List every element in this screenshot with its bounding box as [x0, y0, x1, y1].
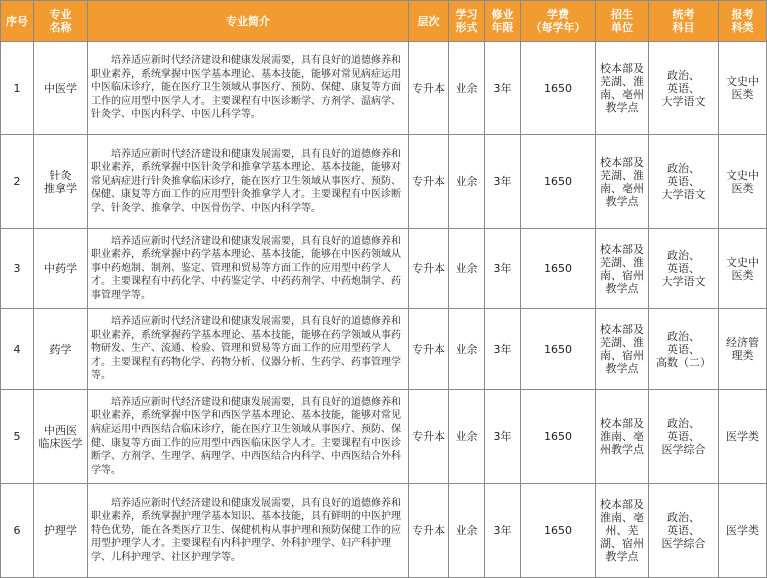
unit-cell: 校本部及芜湖、淮南、宿州教学点 [596, 229, 649, 309]
header-exam: 统考 科目 [649, 1, 719, 42]
seq-cell: 4 [1, 309, 34, 390]
unit-cell: 校本部及芜湖、淮南、亳州教学点 [596, 135, 649, 229]
years-cell: 3年 [485, 42, 521, 135]
table-row [1, 135, 767, 229]
fee-cell: 1650 [521, 390, 596, 484]
header-fee: 学费 （每学年） [521, 1, 596, 42]
major-cell: 中西医 临床医学 [34, 390, 88, 484]
unit-cell: 校本部及淮南、亳州教学点 [596, 390, 649, 484]
exam-cell: 政治、 英语、 大学语文 [649, 135, 719, 229]
fee-cell: 1650 [521, 135, 596, 229]
intro-cell: 培养适应新时代经济建设和健康发展需要，具有良好的道德修养和职业素养，系统掌握中药学基本理论、基本技能，能够在中医药领域从事中药炮制、制剂、鉴定、管理和贸易等方面工作的应用型中药学人才。主要课程有中药化学、中药鉴定学、中药药剂学、中药炮制学、药事管理学等。 [88, 229, 409, 309]
seq-cell: 5 [1, 390, 34, 484]
intro-cell: 培养适应新时代经济建设和健康发展需要，具有良好的道德修养和职业素养，系统掌握中医针灸学和推拿学基本理论、基本技能，能够对常见病症进行针灸推拿临床诊疗，能在医疗卫生领域从事医疗、预防、保健、康复等方面工作的应用型针灸推拿学人才。主要课程有中医诊断学、针灸学、推拿学、中医骨伤学、中医内科学等。 [88, 135, 409, 229]
form-cell: 业余 [449, 484, 485, 578]
header-form: 学习 形式 [449, 1, 485, 42]
exam-cell: 政治、 英语、 医学综合 [649, 390, 719, 484]
years-cell: 3年 [485, 484, 521, 578]
exam-cell: 政治、 英语、 大学语文 [649, 42, 719, 135]
table-row [1, 390, 767, 484]
table-row [1, 484, 767, 578]
category-cell: 文史中医类 [719, 135, 767, 229]
intro-cell: 培养适应新时代经济建设和健康发展需要，具有良好的道德修养和职业素养，系统掌握中医学和西医学基本理论、基本技能，能够对常见病症运用中西医结合临床诊疗，能在医疗卫生领域从事医疗、预防、保健、康复等方面工作的应用型中西医临床医学人才。主要课程有中医诊断学、方剂学、生理学、病理学、中西医结合内科学、中西医结合外科学等。 [88, 390, 409, 484]
exam-cell: 政治、 英语、 医学综合 [649, 484, 719, 578]
header-unit: 招生 单位 [596, 1, 649, 42]
unit-cell: 校本部及芜湖、淮南、亳州教学点 [596, 42, 649, 135]
level-cell: 专升本 [409, 135, 449, 229]
intro-cell: 培养适应新时代经济建设和健康发展需要，具有良好的道德修养和职业素养，系统掌握药学基本理论、基本技能，能够在药学领域从事药物研发、生产、流通、检验、管理和贸易等方面工作的应用型药学人才。主要课程有药物化学、药物分析、仪器分析、生药学、药事管理学等。 [88, 309, 409, 390]
intro-cell: 培养适应新时代经济建设和健康发展需要，具有良好的道德修养和职业素养，系统掌握护理学基本知识、基本技能，具有鲜明的中医护理特色优势，能在各类医疗卫生、保健机构从事护理和预防保健工作的应用型护理学人才。主要课程有内科护理学、外科护理学、妇产科护理学、儿科护理学、社区护理学等。 [88, 484, 409, 578]
unit-cell: 校本部及淮南、亳州、芜湖、宿州教学点 [596, 484, 649, 578]
category-cell: 文史中医类 [719, 42, 767, 135]
form-cell: 业余 [449, 390, 485, 484]
exam-cell: 政治、 英语、 高数（二） [649, 309, 719, 390]
major-cell: 中医学 [34, 42, 88, 135]
fee-cell: 1650 [521, 42, 596, 135]
level-cell: 专升本 [409, 309, 449, 390]
header-category: 报考 科类 [719, 1, 767, 42]
header-intro: 专业简介 [88, 1, 409, 42]
header-major: 专业 名称 [34, 1, 88, 42]
category-cell: 经济管理类 [719, 309, 767, 390]
major-cell: 药学 [34, 309, 88, 390]
header-seq: 序号 [1, 1, 34, 42]
level-cell: 专升本 [409, 42, 449, 135]
category-cell: 文史中医类 [719, 229, 767, 309]
form-cell: 业余 [449, 42, 485, 135]
header-row [1, 1, 767, 42]
fee-cell: 1650 [521, 229, 596, 309]
level-cell: 专升本 [409, 390, 449, 484]
table-row [1, 229, 767, 309]
major-cell: 护理学 [34, 484, 88, 578]
intro-cell: 培养适应新时代经济建设和健康发展需要，具有良好的道德修养和职业素养，系统掌握中医学基本理论、基本技能，能够对常见病症运用中医临床诊疗，能在医疗卫生领域从事医疗、预防、保健、康复等方面工作的应用型中医学人才。主要课程有中医诊断学、方剂学、温病学、针灸学、中医内科学、中医儿科学等。 [88, 42, 409, 135]
major-cell: 中药学 [34, 229, 88, 309]
seq-cell: 2 [1, 135, 34, 229]
level-cell: 专升本 [409, 229, 449, 309]
header-level: 层次 [409, 1, 449, 42]
major-cell: 针灸 推拿学 [34, 135, 88, 229]
unit-cell: 校本部及芜湖、淮南、宿州教学点 [596, 309, 649, 390]
years-cell: 3年 [485, 135, 521, 229]
fee-cell: 1650 [521, 484, 596, 578]
years-cell: 3年 [485, 390, 521, 484]
level-cell: 专升本 [409, 484, 449, 578]
form-cell: 业余 [449, 309, 485, 390]
table-row [1, 309, 767, 390]
category-cell: 医学类 [719, 484, 767, 578]
years-cell: 3年 [485, 229, 521, 309]
form-cell: 业余 [449, 229, 485, 309]
years-cell: 3年 [485, 309, 521, 390]
seq-cell: 1 [1, 42, 34, 135]
exam-cell: 政治、 英语、 大学语文 [649, 229, 719, 309]
category-cell: 医学类 [719, 390, 767, 484]
table-row [1, 42, 767, 135]
fee-cell: 1650 [521, 309, 596, 390]
header-years: 修业 年限 [485, 1, 521, 42]
form-cell: 业余 [449, 135, 485, 229]
seq-cell: 3 [1, 229, 34, 309]
seq-cell: 6 [1, 484, 34, 578]
